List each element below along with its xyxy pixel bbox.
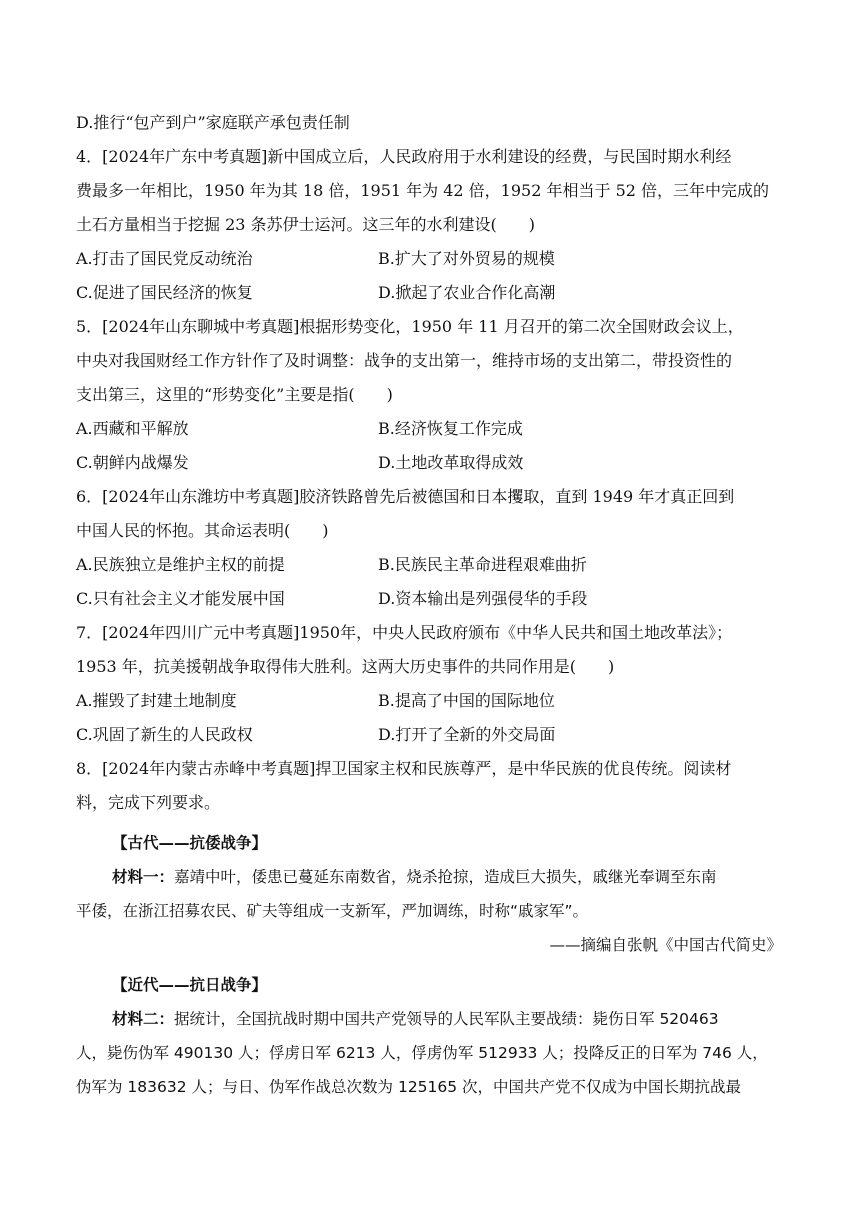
question-4-line-3: 土石方量相当于挖掘 23 条苏伊士运河。这三年的水利建设( ) [76,215,536,234]
question-7-options-row-1 [76,684,788,718]
q3-option-d: D.推行“包产到户”家庭联产承包责任制 [76,113,350,132]
question-6-option-b[interactable]: B.民族民主革命进程艰难曲折 [378,555,587,574]
exam-page [76,106,788,1104]
question-4-option-b[interactable]: B.扩大了对外贸易的规模 [378,249,555,268]
question-6-option-a[interactable]: A.民族独立是维护主权的前提 [76,555,285,574]
material-2-text: 据统计，全国抗战时期中国共产党领导的人民军队主要战绩：毙伤日军 520463 [174,1010,719,1028]
question-6-option-d[interactable]: D.资本输出是列强侵华的手段 [378,589,588,608]
question-7-line-2: 1953 年，抗美援朝战争取得伟大胜利。这两大历史事件的共同作用是( ) [76,657,615,676]
material-2-line-1 [76,1002,788,1036]
question-8-line-2: 料，完成下列要求。 [76,793,221,812]
question-6-line-2: 中国人民的怀抱。其命运表明( ) [76,521,329,540]
material-1-line-1 [76,860,788,894]
question-4-option-c[interactable]: C.促进了国民经济的恢复 [76,283,253,302]
question-6 [76,480,788,616]
question-4-options-row-2 [76,276,788,310]
question-5-option-c[interactable]: C.朝鲜内战爆发 [76,453,189,472]
question-5-options-row-2 [76,446,788,480]
section-modern-title: 【近代——抗日战争】 [112,976,268,994]
question-6-option-c[interactable]: C.只有社会主义才能发展中国 [76,589,285,608]
question-7-options-row-2 [76,718,788,752]
question-5-option-a[interactable]: A.西藏和平解放 [76,419,189,438]
question-7-option-c[interactable]: C.巩固了新生的人民政权 [76,725,253,744]
material-1-line-2: 平倭，在浙江招募农民、矿夫等组成一支新军，严加调练，时称“戚家军”。 [76,902,589,920]
question-5-options-row-1 [76,412,788,446]
question-7 [76,616,788,752]
question-5-option-d[interactable]: D.土地改革取得成效 [378,453,524,472]
question-4-option-a[interactable]: A.打击了国民党反动统治 [76,249,253,268]
section-ancient-title: 【古代——抗倭战争】 [112,834,268,852]
material-1-label: 材料一： [112,868,175,886]
question-5-line-2: 中央对我国财经工作方针作了及时调整：战争的支出第一，维持市场的支出第二，带投资性的 [76,351,733,370]
question-4-option-d[interactable]: D.掀起了农业合作化高潮 [378,283,556,302]
question-6-options-row-2 [76,582,788,616]
question-4 [76,140,788,310]
question-6-options-row-1 [76,548,788,582]
material-2-label: 材料二： [112,1010,175,1028]
question-7-option-a[interactable]: A.摧毁了封建土地制度 [76,691,237,710]
question-5-line-3: 支出第三，这里的“形势变化”主要是指( ) [76,385,393,404]
question-8-line-1: 8．[2024年内蒙古赤峰中考真题]捍卫国家主权和民族尊严，是中华民族的优良传统。阅读材 [76,759,732,778]
question-5-option-b[interactable]: B.经济恢复工作完成 [378,419,523,438]
question-6-line-1: 6．[2024年山东潍坊中考真题]胶济铁路曾先后被德国和日本攫取，直到 1949 年才真正回到 [76,487,735,506]
material-2-line-2: 人，毙伤伪军 490130 人；俘虏日军 6213 人，俘虏伪军 512933 人；投降反正的日军为 746 人， [76,1044,768,1062]
question-7-option-d[interactable]: D.打开了全新的外交局面 [378,725,556,744]
question-5-line-1: 5．[2024年山东聊城中考真题]根据形势变化，1950 年 11 月召开的第二次全国财政会议上， [76,317,744,336]
question-8 [76,752,788,1104]
question-7-line-1: 7．[2024年四川广元中考真题]1950年，中央人民政府颁布《中华人民共和国土地改革法》； [76,623,733,642]
question-5 [76,310,788,480]
material-1-text: 嘉靖中叶，倭患已蔓延东南数省，烧杀抢掠，造成巨大损失，戚继光奉调至东南 [174,868,717,886]
material-1-source: ——摘编自张帆《中国古代简史》 [549,936,782,954]
question-4-options-row-1 [76,242,788,276]
material-2-line-3: 伪军为 183632 人；与日、伪军作战总次数为 125165 次，中国共产党不仅成为中国长期抗战最 [76,1078,742,1096]
question-7-option-b[interactable]: B.提高了中国的国际地位 [378,691,555,710]
question-4-line-2: 费最多一年相比，1950 年为其 18 倍，1951 年为 42 倍，1952 年相当于 52 倍，三年中完成的 [76,181,770,200]
question-4-line-1: 4．[2024年广东中考真题]新中国成立后，人民政府用于水利建设的经费，与民国时期水利经 [76,147,732,166]
